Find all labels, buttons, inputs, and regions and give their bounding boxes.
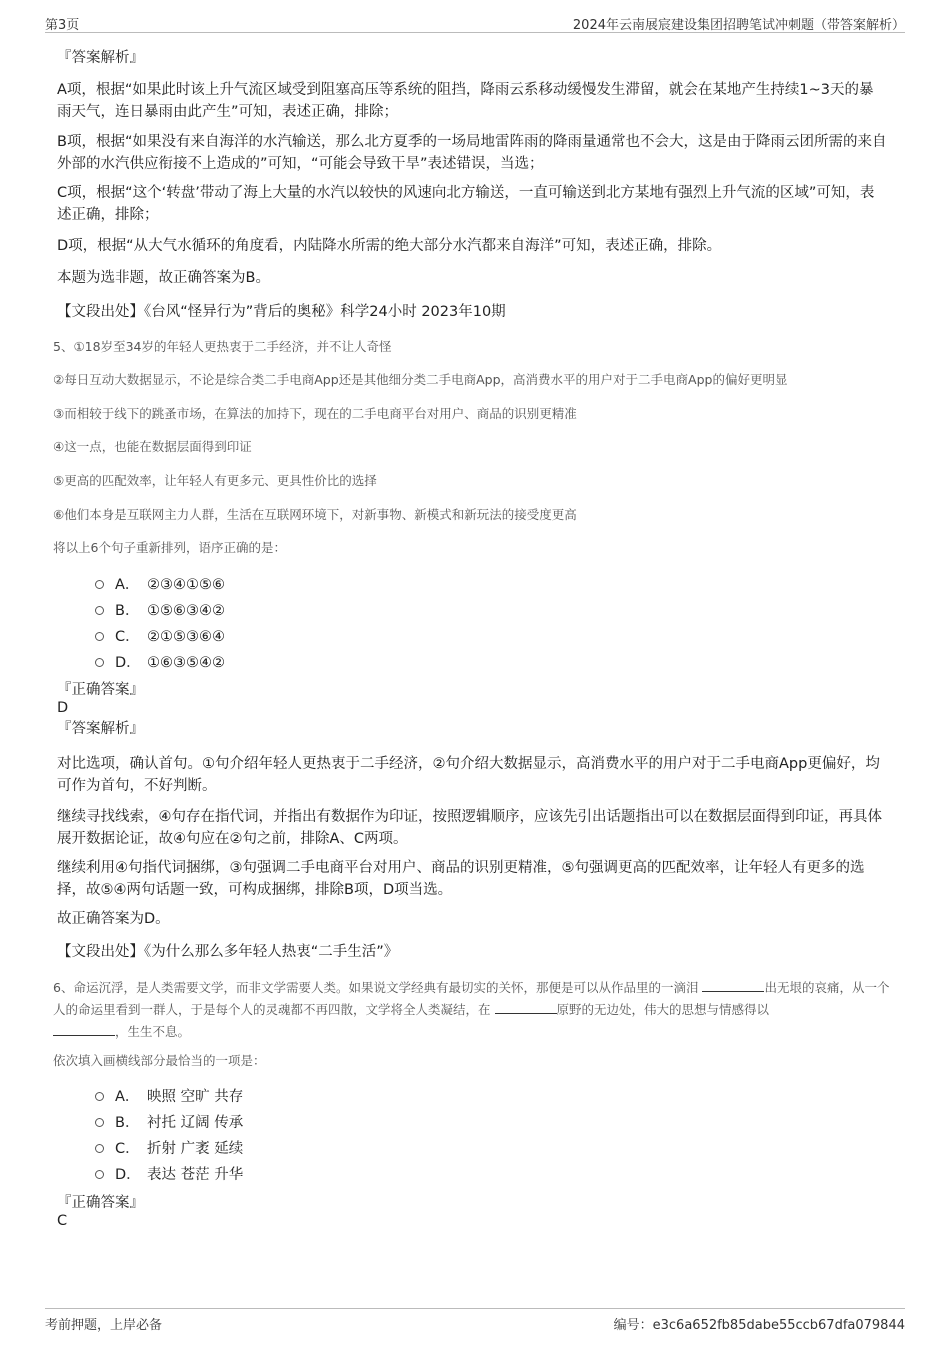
q4-conclusion: 本题为选非题，故正确答案为B。	[57, 270, 270, 286]
q5-option-d[interactable]: D． ①⑥③⑤④②	[95, 650, 495, 676]
q5-prompt: 将以上6个句子重新排列，语序正确的是：	[53, 540, 286, 555]
q5-sentence-1: 5、①18岁至34岁的年轻人更热衷于二手经济，并不让人奇怪	[53, 339, 392, 354]
q6-answer-label: 『正确答案』	[57, 1195, 144, 1211]
q4-analysis-label: 『答案解析』	[57, 50, 144, 66]
q4-analysis-a: A项，根据“如果此时该上升气流区域受到阻塞高压等系统的阻挡，降雨云系移动缓慢发生滞留，就会在某地产生持续1~3天的暴雨天气，连日暴雨由此产生”可知，表述正确，排除；	[57, 82, 874, 120]
fill-blank-1[interactable]	[702, 979, 764, 992]
q5-answer: D	[57, 700, 69, 716]
radio-icon[interactable]	[95, 1144, 104, 1153]
q5-sentence-5: ⑤更高的匹配效率，让年轻人有更多元、更具性价比的选择	[53, 473, 377, 488]
q4-source: 【文段出处】《台风“怪异行为”背后的奥秘》科学24小时 2023年10期	[57, 304, 506, 320]
q5-sentence-2: ②每日互动大数据显示，不论是综合类二手电商App还是其他细分类二手电商App，高消费水平的用户对于二手电商App的偏好更明显	[53, 372, 788, 387]
q6-answer: C	[57, 1213, 68, 1229]
page-number: 第3页	[45, 18, 80, 33]
page-header	[45, 12, 905, 33]
q5-source: 【文段出处】《为什么那么多年轻人热衷“二手生活”》	[57, 944, 399, 960]
q5-conclusion: 故正确答案为D。	[57, 911, 170, 927]
fill-blank-3[interactable]	[53, 1023, 115, 1036]
radio-icon[interactable]	[95, 580, 104, 589]
q5-sentence-4: ④这一点，也能在数据层面得到印证	[53, 439, 252, 454]
q5-analysis-3: 继续利用④句指代词捆绑，③句强调二手电商平台对用户、商品的识别更精准，⑤句强调更高的匹配效率，让年轻人有更多的选择，故⑤④两句话题一致，可构成捆绑，排除B项，D项当选。	[57, 860, 865, 898]
q5-analysis-1: 对比选项，确认首句。①句介绍年轻人更热衷于二手经济，②句介绍大数据显示，高消费水平的用户对于二手电商App更偏好，均可作为首句，不好判断。	[57, 756, 880, 794]
q4-analysis-b: B项，根据“如果没有来自海洋的水汽输送，那么北方夏季的一场局地雷阵雨的降雨量通常也不会大，这是由于降雨云团所需的来自外部的水汽供应衔接不上造成的”可知，“可能会导致干旱”表述错误，当选；	[57, 134, 887, 172]
q5-options	[95, 572, 495, 676]
q6-prompt: 依次填入画横线部分最恰当的一项是：	[53, 1053, 266, 1068]
radio-icon[interactable]	[95, 1118, 104, 1127]
q6-option-a[interactable]: A． 映照 空旷 共存	[95, 1084, 495, 1110]
q5-analysis-label: 『答案解析』	[57, 721, 144, 737]
radio-icon[interactable]	[95, 1170, 104, 1179]
q5-option-c[interactable]: C． ②①⑤③⑥④	[95, 624, 495, 650]
q4-analysis-d: D项，根据“从大气水循环的角度看，内陆降水所需的绝大部分水汽都来自海洋”可知，表述正确，排除。	[57, 238, 722, 254]
radio-icon[interactable]	[95, 632, 104, 641]
q6-stem: 6、命运沉浮，是人类需要文学，而非文学需要人类。如果说文学经典有最切实的关怀，那便是可以从作品里的一滴泪 出无垠的哀痛，从一个人的命运里看到一群人，于是每个人的灵魂都不再四散，文学将全人类凝结，在 原野的无边处，伟大的思想与情感得以 ，生生不息。	[53, 980, 890, 1039]
q5-sentence-6: ⑥他们本身是互联网主力人群，生活在互联网环境下，对新事物、新模式和新玩法的接受度更高	[53, 507, 577, 522]
q4-analysis-c: C项，根据“这个‘转盘’带动了海上大量的水汽以较快的风速向北方输送，一直可输送到北方某地有强烈上升气流的区域”可知，表述正确，排除；	[57, 185, 875, 223]
fill-blank-2[interactable]	[495, 1001, 557, 1014]
radio-icon[interactable]	[95, 1092, 104, 1101]
radio-icon[interactable]	[95, 606, 104, 615]
q5-analysis-2: 继续寻找线索，④句存在指代词，并指出有数据作为印证，按照逻辑顺序，应该先引出话题指出可以在数据层面得到印证，再具体展开数据论证，故④句应在②句之前，排除A、C两项。	[57, 809, 882, 847]
document-id: 编号：e3c6a652fb85dabe55ccb67dfa079844	[613, 1318, 905, 1333]
q5-option-a[interactable]: A． ②③④①⑤⑥	[95, 572, 495, 598]
q5-answer-label: 『正确答案』	[57, 682, 144, 698]
q6-option-b[interactable]: B． 衬托 辽阔 传承	[95, 1110, 495, 1136]
q6-option-c[interactable]: C． 折射 广袤 延续	[95, 1136, 495, 1162]
q6-option-d[interactable]: D． 表达 苍茫 升华	[95, 1162, 495, 1188]
footer-slogan: 考前押题，上岸必备	[45, 1318, 163, 1333]
document-title: 2024年云南展宸建设集团招聘笔试冲刺题（带答案解析）	[572, 18, 905, 33]
radio-icon[interactable]	[95, 658, 104, 667]
page-footer	[45, 1308, 905, 1333]
q5-sentence-3: ③而相较于线下的跳蚤市场，在算法的加持下，现在的二手电商平台对用户、商品的识别更精准	[53, 406, 577, 421]
q5-option-b[interactable]: B． ①⑤⑥③④②	[95, 598, 495, 624]
q6-options	[95, 1084, 495, 1188]
